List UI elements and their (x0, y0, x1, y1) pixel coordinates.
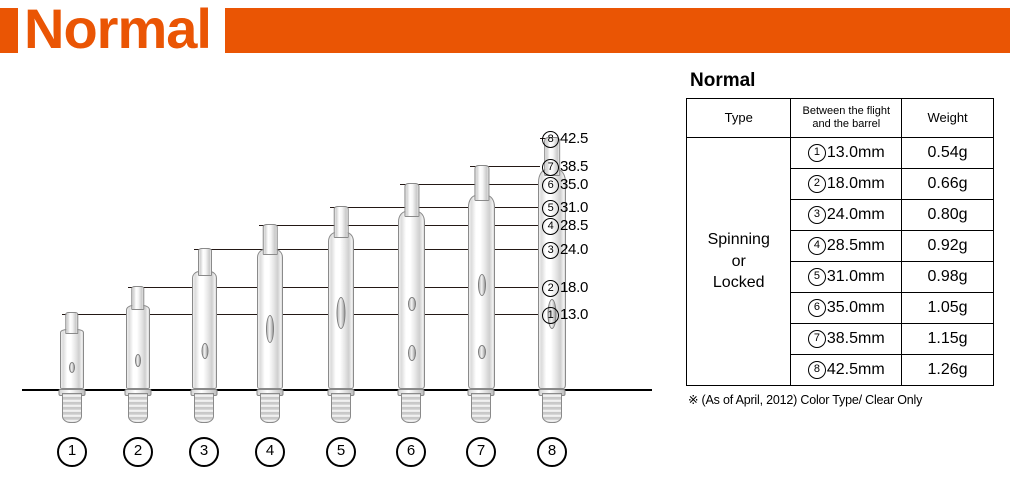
scale-label-4 (542, 217, 588, 235)
shaft-number-4: 4 (255, 437, 285, 467)
shaft-top (334, 206, 349, 238)
shaft-thread-1 (62, 393, 82, 423)
length-value: 28.5mm (826, 237, 885, 254)
scale-number-4: 4 (542, 218, 559, 235)
length-cell (791, 200, 902, 231)
shaft-slot (69, 362, 75, 373)
shaft-thread-3 (194, 393, 214, 423)
row-number: 4 (808, 237, 826, 255)
shaft-top (474, 165, 489, 201)
shaft-top (65, 312, 78, 334)
scale-number-1: 1 (542, 307, 559, 324)
shaft-slot (266, 315, 274, 343)
spec-table-panel (686, 70, 998, 407)
spec-table (686, 98, 994, 386)
shaft-number-8: 8 (537, 437, 567, 467)
shaft-number-6: 6 (396, 437, 426, 467)
header-weight: Weight (902, 99, 994, 138)
header-banner (0, 0, 1010, 62)
shaft-number-3: 3 (189, 437, 219, 467)
shaft-top (131, 286, 144, 310)
header-length-line1: Between the flight (802, 105, 890, 118)
weight-cell: 1.15g (902, 324, 994, 355)
type-line-1: Spinning (707, 231, 770, 249)
scale-value-7: 38.5 (560, 158, 588, 175)
shaft-thread-8 (542, 393, 562, 423)
shaft-slot (201, 343, 208, 359)
shaft-top (198, 248, 212, 276)
shaft-thread-5 (331, 393, 351, 423)
row-number: 3 (808, 206, 826, 224)
scale-number-6: 6 (542, 177, 559, 194)
shaft-3 (192, 249, 217, 389)
shaft-thread-4 (260, 393, 280, 423)
scale-value-6: 35.0 (560, 176, 588, 193)
length-cell (791, 293, 902, 324)
shaft-number-1: 1 (57, 437, 87, 467)
scale-value-2: 18.0 (560, 279, 588, 296)
type-line-2: or (731, 252, 746, 270)
row-number: 7 (808, 330, 826, 348)
scale-number-8: 8 (542, 131, 559, 148)
shaft-6 (398, 184, 425, 389)
scale-label-6 (542, 176, 588, 194)
shaft-slot (337, 297, 346, 329)
scale-value-4: 28.5 (560, 217, 588, 234)
shaft-slot (408, 297, 416, 311)
weight-cell: 0.54g (902, 138, 994, 169)
shaft-body (126, 305, 150, 389)
shaft-slot (478, 274, 486, 296)
length-value: 13.0mm (826, 144, 885, 161)
shaft-thread-7 (471, 393, 491, 423)
shaft-7 (468, 166, 495, 389)
table-row (687, 138, 994, 169)
header-type: Type (687, 99, 791, 138)
length-cell (791, 231, 902, 262)
length-cell (791, 138, 902, 169)
weight-cell: 1.05g (902, 293, 994, 324)
length-cell (791, 262, 902, 293)
length-value: 38.5mm (826, 330, 885, 347)
row-number: 8 (808, 361, 826, 379)
shaft-body (192, 271, 217, 389)
scale-value-5: 31.0 (560, 199, 588, 216)
scale-number-7: 7 (542, 159, 559, 176)
scale-label-8 (542, 130, 588, 148)
length-cell (791, 169, 902, 200)
type-line-3: Locked (712, 274, 765, 292)
shaft-thread-6 (401, 393, 421, 423)
shaft-5 (328, 207, 354, 389)
length-value: 24.0mm (826, 206, 885, 223)
shaft-number-2: 2 (123, 437, 153, 467)
leader-line-5 (330, 207, 540, 208)
weight-cell: 0.66g (902, 169, 994, 200)
shaft-diagram (0, 62, 672, 492)
weight-cell: 1.26g (902, 355, 994, 386)
scale-label-2 (542, 279, 588, 297)
row-number: 2 (808, 175, 826, 193)
scale-label-1 (542, 306, 588, 324)
table-header-row (687, 99, 994, 138)
scale-value-8: 42.5 (560, 130, 588, 147)
shaft-2 (126, 287, 150, 389)
shaft-number-5: 5 (326, 437, 356, 467)
length-value: 35.0mm (826, 299, 885, 316)
shaft-slot-lower (478, 345, 486, 359)
shaft-number-7: 7 (466, 437, 496, 467)
weight-cell: 0.80g (902, 200, 994, 231)
length-value: 18.0mm (826, 175, 885, 192)
scale-value-1: 13.0 (560, 306, 588, 323)
header-length (791, 99, 902, 138)
length-cell (791, 324, 902, 355)
type-value-cell (687, 138, 791, 386)
scale-label-3 (542, 241, 588, 259)
scale-number-3: 3 (542, 242, 559, 259)
scale-label-7 (542, 158, 588, 176)
weight-cell: 0.98g (902, 262, 994, 293)
header-length-line2: and the barrel (812, 118, 881, 130)
shaft-4 (257, 225, 283, 389)
scale-number-5: 5 (542, 200, 559, 217)
row-number: 1 (808, 144, 826, 162)
shaft-slot (135, 354, 141, 367)
page-title: Normal (18, 0, 225, 60)
length-value: 31.0mm (826, 268, 885, 285)
table-title: Normal (690, 70, 756, 91)
shaft-body (60, 329, 84, 389)
length-cell (791, 355, 902, 386)
length-value: 42.5mm (826, 361, 885, 378)
row-number: 5 (808, 268, 826, 286)
shaft-1 (60, 314, 84, 389)
shaft-slot-lower (408, 345, 416, 361)
table-note: ※ (As of April, 2012) Color Type/ Clear Only (688, 393, 923, 407)
scale-value-3: 24.0 (560, 241, 588, 258)
scale-label-5 (542, 199, 588, 217)
shaft-top (404, 183, 419, 217)
scale-number-2: 2 (542, 280, 559, 297)
row-number: 6 (808, 299, 826, 317)
shaft-top (263, 224, 278, 255)
weight-cell: 0.92g (902, 231, 994, 262)
shaft-thread-2 (128, 393, 148, 423)
